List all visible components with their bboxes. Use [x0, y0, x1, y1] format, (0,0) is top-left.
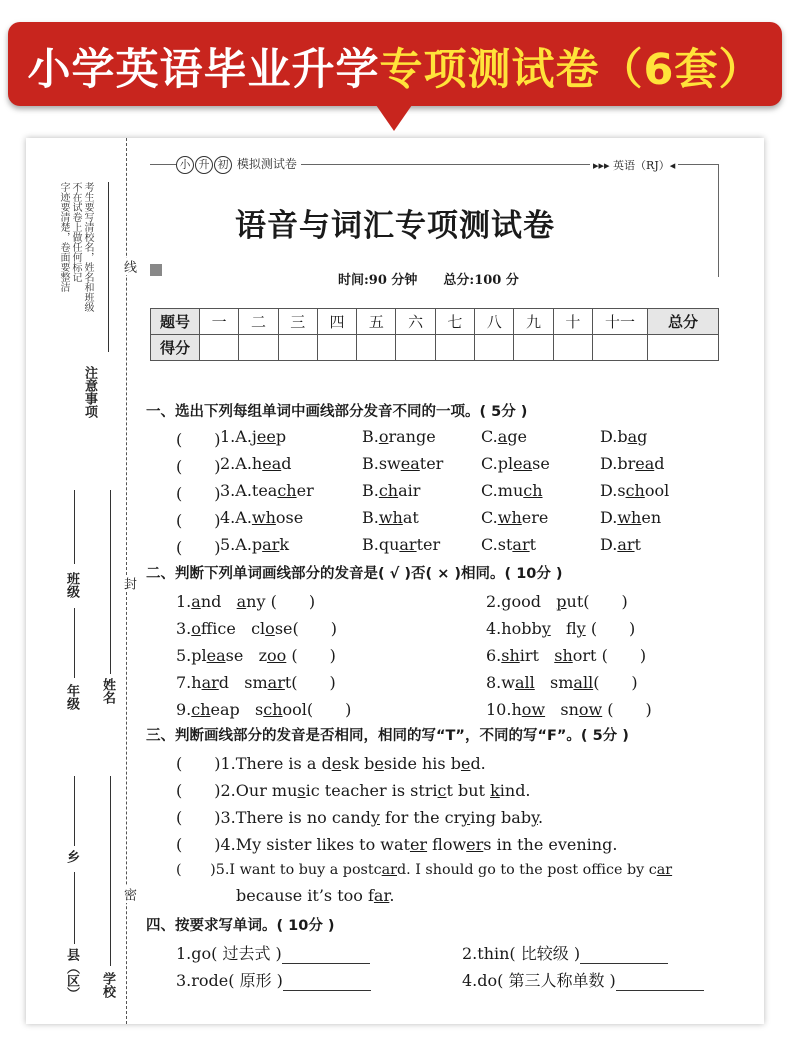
fill-item: 4.do( 第三人称单数 ): [462, 968, 704, 991]
column-header: 三: [278, 309, 317, 335]
answer-bracket[interactable]: ( ): [176, 862, 216, 878]
note-item: 字迹要清楚，卷面要整洁: [58, 182, 69, 292]
note-item: 不在试卷上做任何标记: [70, 182, 81, 282]
pair-item: 5.please zoo ( ): [176, 646, 336, 665]
pair-item: 4.hobby fly ( ): [486, 619, 636, 638]
answer-bracket[interactable]: ( ): [176, 835, 221, 854]
sentence-row: ( )3.There is no candy for the crying baby.: [176, 808, 544, 827]
pair-item: 6.shirt short ( ): [486, 646, 647, 665]
answer-bracket[interactable]: ( ): [291, 673, 336, 692]
sentence-row: ( )4.My sister likes to water flowers in the evening.: [176, 835, 618, 854]
sentence-row: ( )5.I want to buy a postcard. I should go to the post office by car: [176, 862, 673, 878]
answer-blank[interactable]: [580, 944, 668, 964]
banner-title-main: 小学英语毕业升学: [27, 45, 380, 95]
answer-bracket[interactable]: ( ): [176, 808, 221, 827]
answer-bracket[interactable]: ( ): [601, 646, 647, 665]
score-cell[interactable]: [317, 335, 356, 361]
fill-item: 2.thin( 比较级 ): [462, 941, 668, 964]
answer-bracket[interactable]: ( ): [176, 538, 221, 557]
answer-bracket[interactable]: ( ): [292, 619, 337, 638]
sentence-continuation: because it’s too far.: [236, 886, 395, 905]
banner: [8, 22, 782, 106]
score-cell[interactable]: [200, 335, 239, 361]
cut-char-line: 线: [121, 260, 136, 273]
column-header: 九: [514, 309, 553, 335]
series-char: 小: [176, 156, 194, 174]
sentence-row: ( )2.Our music teacher is strict but kind.: [176, 781, 531, 800]
page-title: 语音与词汇专项测试卷: [235, 208, 555, 244]
banner-pointer: [376, 105, 412, 131]
column-header: 七: [435, 309, 474, 335]
total-score-cell[interactable]: [648, 335, 719, 361]
answer-bracket[interactable]: ( ): [176, 484, 221, 503]
score-cell[interactable]: [396, 335, 435, 361]
corner-mark: [150, 264, 162, 276]
answer-bracket[interactable]: ( ): [590, 619, 636, 638]
notes-label: 注意事项: [82, 366, 97, 418]
series-char: 初: [214, 156, 232, 174]
answer-bracket[interactable]: ( ): [176, 511, 221, 530]
answer-bracket[interactable]: ( ): [176, 781, 221, 800]
section1-title: 一、选出下列每组单词中画线部分发音不同的一项。( 5分 ): [146, 404, 528, 420]
pair-item: 10.how snow ( ): [486, 700, 652, 719]
grade-label: 年级: [64, 684, 79, 710]
pair-item: 7.hard smart( ): [176, 673, 336, 692]
score-header-row: [151, 309, 719, 335]
column-header: 六: [396, 309, 435, 335]
county-label: 县（区）: [64, 948, 79, 1000]
score-cell[interactable]: [553, 335, 592, 361]
grade-fill-line: [74, 608, 75, 678]
pair-item: 1.and any ( ): [176, 592, 316, 611]
column-header: 四: [317, 309, 356, 335]
column-header: 一: [200, 309, 239, 335]
answer-bracket[interactable]: ( ): [607, 700, 652, 719]
answer-bracket[interactable]: ( ): [583, 592, 628, 611]
column-header: 十一: [593, 309, 648, 335]
name-fill-line: [110, 490, 111, 674]
pair-item: 8.wall small( ): [486, 673, 638, 692]
pair-item: 3.office close( ): [176, 619, 337, 638]
subject-label: ▸▸▸ 英语（RJ）◂: [590, 157, 678, 173]
cut-char-seal: 封: [121, 577, 136, 590]
pair-item: 9.cheap school( ): [176, 700, 352, 719]
series-char: 升: [195, 156, 213, 174]
score-cell[interactable]: [593, 335, 648, 361]
score-cell[interactable]: [435, 335, 474, 361]
column-header: 八: [475, 309, 514, 335]
score-cell[interactable]: [239, 335, 278, 361]
school-label: 学校: [100, 972, 115, 998]
answer-blank[interactable]: [283, 971, 371, 991]
score-cell[interactable]: [278, 335, 317, 361]
section2-title: 二、判断下列单词画线部分的发音是( √ )否( × )相同。( 10分 ): [146, 566, 563, 582]
column-header: 五: [357, 309, 396, 335]
class-label: 班级: [64, 572, 79, 598]
answer-blank[interactable]: [616, 971, 704, 991]
score-table: [150, 308, 719, 361]
score-cell[interactable]: [514, 335, 553, 361]
answer-bracket[interactable]: ( ): [306, 700, 352, 719]
answer-bracket[interactable]: ( ): [176, 430, 221, 449]
time-info: [338, 269, 545, 288]
answer-blank[interactable]: [282, 944, 370, 964]
answer-bracket[interactable]: ( ): [291, 646, 336, 665]
class-fill-line: [74, 490, 75, 564]
township-label: 乡: [64, 850, 79, 863]
banner-title: [8, 36, 782, 97]
question-number-label: 题号: [151, 309, 200, 335]
column-header: 十: [553, 309, 592, 335]
pair-item: 2.good put( ): [486, 592, 628, 611]
school-fill-line: [110, 776, 111, 966]
score-label: 得分: [151, 335, 200, 361]
total-score: 总分:100 分: [443, 273, 519, 288]
cut-char-secret: 密: [121, 888, 136, 901]
township-fill-line: [74, 776, 75, 846]
answer-bracket[interactable]: ( ): [593, 673, 638, 692]
section3-title: 三、判断画线部分的发音是否相同，相同的写“T”，不同的写“F”。( 5分 ): [146, 728, 629, 744]
answer-bracket[interactable]: ( ): [176, 457, 221, 476]
column-header: 二: [239, 309, 278, 335]
total-label: 总分: [648, 309, 719, 335]
score-cell[interactable]: [475, 335, 514, 361]
note-item: 考生要写清校名，姓名和班级: [82, 182, 93, 312]
section4-title: 四、按要求写单词。( 10分 ): [146, 918, 335, 934]
series-label: [176, 155, 301, 174]
answer-bracket[interactable]: ( ): [270, 592, 316, 611]
series-rest: 模拟测试卷: [236, 157, 297, 171]
answer-bracket[interactable]: ( ): [176, 754, 221, 773]
score-row: [151, 335, 719, 361]
time-limit: 时间:90 分钟: [338, 273, 418, 288]
fill-item: 3.rode( 原形 ): [176, 968, 371, 991]
score-cell[interactable]: [357, 335, 396, 361]
name-label: 姓名: [100, 678, 115, 704]
banner-title-highlight: 专项测试卷（6套）: [379, 45, 763, 95]
sentence-row: ( )1.There is a desk beside his bed.: [176, 754, 486, 773]
county-fill-line: [74, 872, 75, 944]
fill-item: 1.go( 过去式 ): [176, 941, 370, 964]
